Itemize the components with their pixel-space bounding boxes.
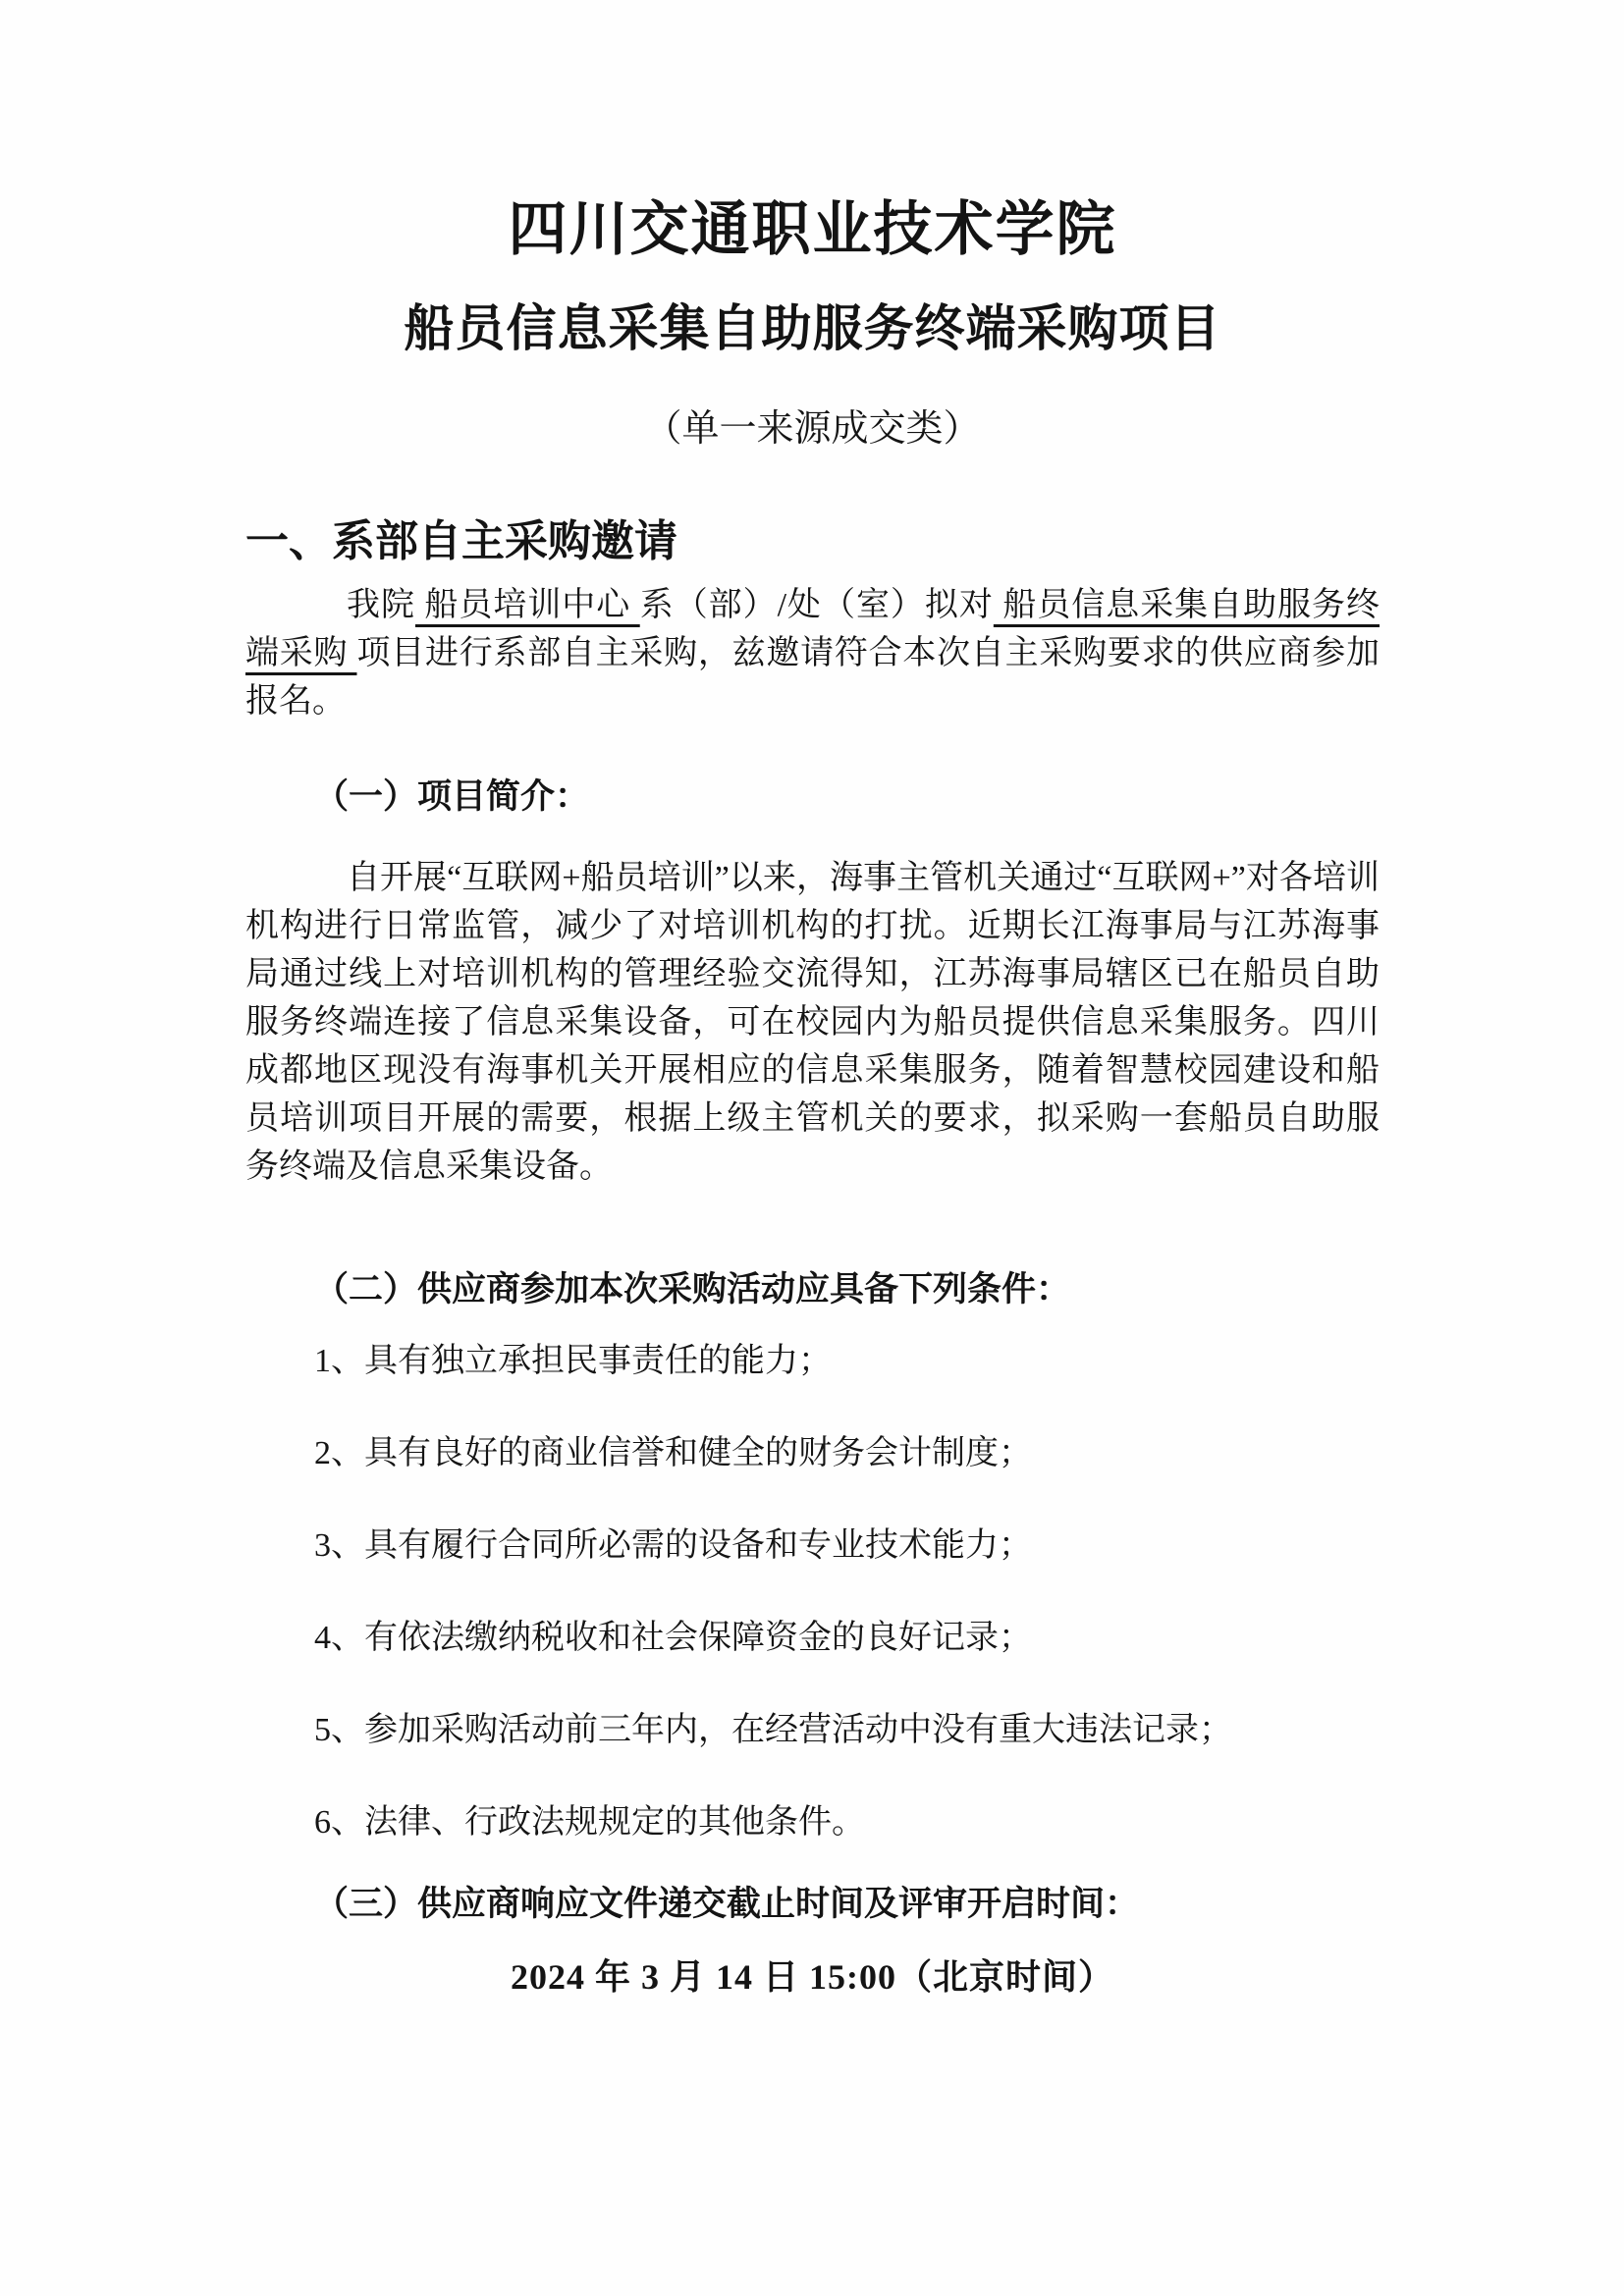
intro-segment: 我院 bbox=[347, 587, 415, 623]
page-title: 四川交通职业技术学院 bbox=[508, 195, 1117, 264]
project-intro-paragraph: 自开展“互联网+船员培训”以来，海事主管机关通过“互联网+”对各培训机构进行日常监管，减少了对培训机构的打扰。近期长江海事局与江苏海事局通过线上对培训机构的管理经验交流得知，江苏海事局辖区已在船员自助服务终端连接了信息采集设备，可在校园内为船员提供信息采集服务。四川成都地区现没有海事机关开展相应的信息采集服务，随着智慧校园建设和船员培训项目开展的需要，根据上级主管机关的要求，拟采购一套船员自助服务终端及信息采集设备。 bbox=[245, 860, 1380, 1185]
intro-segment: 项目进行系部自主采购，兹邀请符合本次自主采购要求的供应商参加报名。 bbox=[245, 635, 1380, 720]
subsection-heading-supplier-conditions: （二）供应商参加本次采购活动应具备下列条件： bbox=[314, 1270, 1071, 1308]
condition-item-6: 6、法律、行政法规规定的其他条件。 bbox=[314, 1804, 865, 1841]
procurement-type-note: （单一来源成交类） bbox=[644, 408, 981, 450]
condition-list bbox=[245, 1337, 1380, 1846]
condition-item-3: 3、具有履行合同所必需的设备和专业技术能力； bbox=[314, 1527, 1032, 1564]
condition-item-5: 5、参加采购活动前三年内，在经营活动中没有重大违法记录； bbox=[314, 1712, 1232, 1748]
condition-item-4: 4、有依法缴纳税收和社会保障资金的良好记录； bbox=[314, 1620, 1032, 1656]
subsection-heading-deadline: （三）供应商响应文件递交截止时间及评审开启时间： bbox=[314, 1885, 1140, 1923]
intro-segment-underlined-department: 船员培训中心 bbox=[414, 587, 640, 623]
subsection-heading-project-intro: （一）项目简介： bbox=[314, 777, 590, 816]
condition-item-1: 1、具有独立承担民事责任的能力； bbox=[314, 1343, 832, 1379]
deadline-text: 2024 年 3 月 14 日 15:00（北京时间） bbox=[511, 1957, 1114, 1997]
condition-item-2: 2、具有良好的商业信誉和健全的财务会计制度； bbox=[314, 1435, 1032, 1471]
intro-segment: 系（部）/处（室）拟对 bbox=[639, 587, 994, 623]
page-subtitle: 船员信息采集自助服务终端采购项目 bbox=[404, 300, 1221, 356]
section-heading-invitation: 一、系部自主采购邀请 bbox=[245, 517, 677, 565]
invitation-intro-paragraph bbox=[245, 581, 1380, 725]
intro-segment-underlined-project: 船员信息采集自助服务终端采购 bbox=[245, 587, 1380, 671]
